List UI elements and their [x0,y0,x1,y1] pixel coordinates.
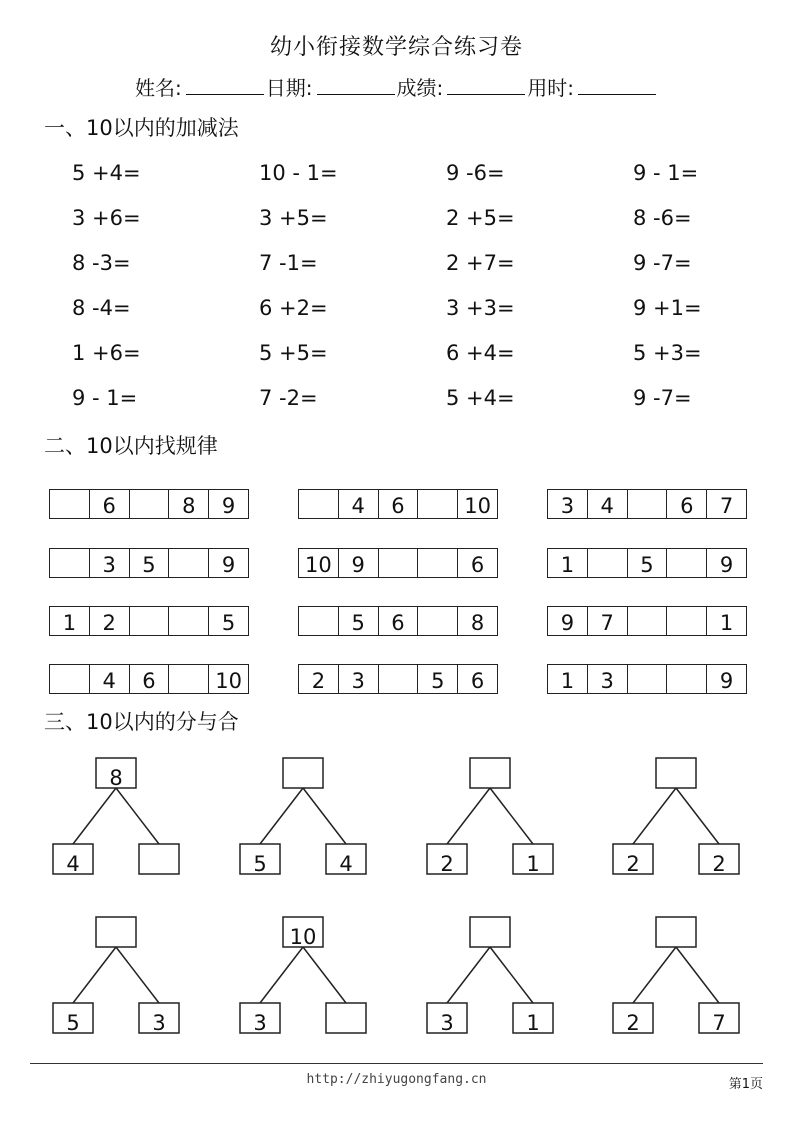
bond-line-right [676,947,719,1003]
bond-line-right [490,947,533,1003]
sequence-cell: 8 [470,611,485,635]
date-label: 日期: [265,76,313,100]
bond-line-right [303,947,346,1003]
sequence-cell: 1 [548,665,588,693]
sequence-cell: 9 [221,494,236,518]
bond-number: 4 [66,852,80,876]
sequence-cell: 9 [221,553,236,577]
arithmetic-problem: 3 +3= [446,296,515,320]
arithmetic-problem: 6 +2= [259,296,328,320]
arithmetic-problem: 5 +5= [259,341,328,365]
sequence-cell: 5 [339,607,379,635]
arithmetic-problem: 6 +4= [446,341,515,365]
arithmetic-problem: 2 +7= [446,251,515,275]
sequence-cell: 9 [548,607,588,635]
arithmetic-problem: 7 -2= [259,386,318,410]
sequence-cell: 6 [379,607,419,635]
sequence-cell: 5 [628,549,668,577]
sequence-cell: 1 [719,611,734,635]
bond-line-right [116,788,159,844]
sequence-cell: 4 [339,490,379,518]
sequence-cell: 3 [548,490,588,518]
sequence-cell: 6 [667,490,707,518]
bond-number: 3 [253,1011,267,1035]
arithmetic-problem: 3 +6= [72,206,141,230]
number-bond-tree [53,917,179,1035]
sequence-cell: 9 [719,669,734,693]
page-title: 幼小衔接数学综合练习卷 [269,35,523,60]
bond-line-left [633,947,676,1003]
bond-number: 3 [440,1011,454,1035]
sequence-cell: 9 [719,553,734,577]
footer-divider [30,1063,763,1064]
bond-blank-box[interactable] [656,758,696,788]
sequence-cell: 10 [464,494,491,518]
bond-line-right [676,788,719,844]
bond-blank-box[interactable] [139,844,179,874]
bond-number: 3 [152,1011,166,1035]
sequence-cell: 4 [588,490,628,518]
sequence-cell: 6 [470,553,485,577]
bond-number: 4 [339,852,353,876]
arithmetic-problem: 9 -7= [633,251,692,275]
arithmetic-problem: 9 - 1= [72,386,138,410]
bond-number: 2 [626,1011,640,1035]
arithmetic-problem: 7 -1= [259,251,318,275]
sequence-cell: 7 [588,607,628,635]
bond-number: 10 [289,925,317,949]
sequence-cell: 7 [719,494,734,518]
arithmetic-problem: 9 +1= [633,296,702,320]
arithmetic-problem: 9 -6= [446,161,505,185]
sequence-cell: 3 [90,549,130,577]
number-bond-tree [613,758,739,876]
score-label: 成绩: [396,76,444,100]
number-bond-tree [53,758,179,876]
bond-blank-box[interactable] [326,1003,366,1033]
bond-number: 2 [440,852,454,876]
number-bond-tree [240,758,366,876]
sequence-cell: 3 [339,665,379,693]
bond-blank-box[interactable] [96,917,136,947]
bond-number: 1 [526,1011,540,1035]
arithmetic-problem: 8 -6= [633,206,692,230]
arithmetic-problem: 8 -4= [72,296,131,320]
bond-line-left [73,947,116,1003]
sequence-cell: 5 [221,611,236,635]
bond-number: 2 [626,852,640,876]
sequence-cell: 10 [215,669,242,693]
sequence-cell: 6 [470,669,485,693]
sequence-cell: 1 [548,549,588,577]
sequence-cell: 2 [90,607,130,635]
bond-blank-box[interactable] [656,917,696,947]
arithmetic-problem: 5 +4= [72,161,141,185]
section-1-title: 一、10以内的加减法 [44,116,239,140]
sequence-cell: 6 [90,490,130,518]
arithmetic-problem: 5 +3= [633,341,702,365]
sequence-cell: 3 [588,665,628,693]
bond-line-left [260,947,303,1003]
bond-number: 7 [712,1011,726,1035]
sequence-cell: 8 [169,490,209,518]
bond-blank-box[interactable] [283,758,323,788]
bond-line-right [303,788,346,844]
bond-number: 2 [712,852,726,876]
bond-number: 5 [253,852,267,876]
sequence-cell: 5 [418,665,458,693]
arithmetic-problem: 5 +4= [446,386,515,410]
bond-blank-box[interactable] [470,917,510,947]
footer-url: http://zhiyugongfang.cn [306,1072,487,1087]
page-number: 第1页 [728,1077,763,1092]
arithmetic-problem: 9 - 1= [633,161,699,185]
bond-line-left [260,788,303,844]
sequence-cell: 6 [379,490,419,518]
bond-number: 5 [66,1011,80,1035]
bond-blank-box[interactable] [470,758,510,788]
time-label: 用时: [527,76,574,100]
bond-number: 1 [526,852,540,876]
arithmetic-problem: 3 +5= [259,206,328,230]
bond-number: 8 [109,766,123,790]
sequence-cell: 1 [50,607,90,635]
sequence-cell: 5 [130,549,170,577]
sequence-cell: 10 [299,549,339,577]
arithmetic-problem: 1 +6= [72,341,141,365]
section-3-title: 三、10以内的分与合 [44,710,239,734]
number-bond-tree [427,917,553,1035]
sequence-cell: 6 [130,665,170,693]
arithmetic-problem: 2 +5= [446,206,515,230]
bond-line-left [73,788,116,844]
name-label: 姓名: [135,76,182,100]
sequence-cell: 2 [299,665,339,693]
sequence-cell: 9 [339,549,379,577]
arithmetic-problem: 8 -3= [72,251,131,275]
sequence-cell: 4 [90,665,130,693]
bond-line-left [447,947,490,1003]
number-bond-tree [240,917,366,1035]
arithmetic-problem: 9 -7= [633,386,692,410]
bond-line-right [116,947,159,1003]
bond-line-left [447,788,490,844]
bond-line-right [490,788,533,844]
section-2-title: 二、10以内找规律 [44,434,218,458]
number-bond-tree [613,917,739,1035]
arithmetic-problem: 10 - 1= [259,161,338,185]
number-bond-tree [427,758,553,876]
bond-line-left [633,788,676,844]
